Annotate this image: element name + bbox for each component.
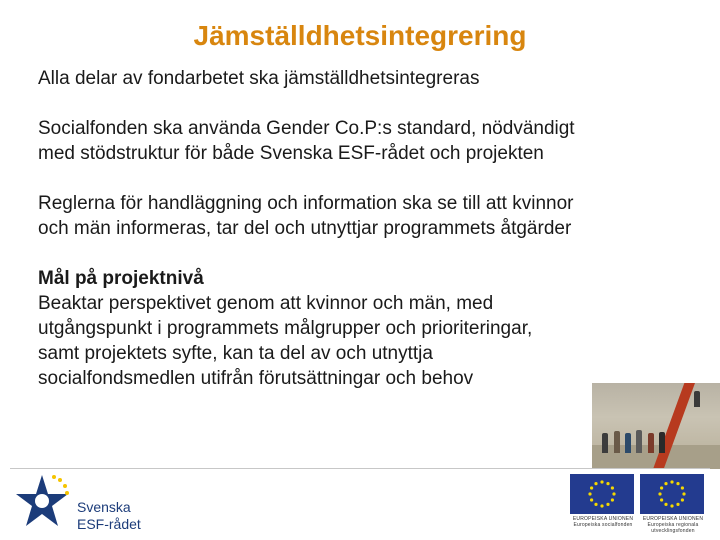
person-figure [648, 433, 654, 453]
paragraph-line: Alla delar av fondarbetet ska jämställdhetsintegreras [38, 68, 480, 89]
eu-caption [640, 516, 706, 534]
eu-flag-erdf [640, 474, 706, 534]
paragraph-2 [38, 116, 698, 166]
eu-caption-line2: Europeiska socialfonden [573, 522, 633, 528]
person-figure [614, 431, 620, 453]
paragraph-line: och män informeras, tar del och utnyttjar programmets åtgärder [38, 218, 572, 239]
person-figure [694, 391, 700, 407]
eu-flag-esf [570, 474, 636, 528]
paragraph-line: med stödstruktur för både Svenska ESF-rådet och projekten [38, 143, 544, 164]
eu-caption-line1: EUROPEISKA UNIONEN [642, 516, 704, 522]
paragraph-line: Reglerna för handläggning och information ska se till att kvinnor [38, 193, 574, 214]
eu-flag-icon [570, 474, 634, 514]
project-line: socialfondsmedlen utifrån förutsättningar och behov [38, 368, 474, 389]
person-figure [636, 430, 642, 453]
esf-star-icon [12, 472, 72, 534]
eu-caption [570, 516, 636, 528]
eu-caption-line1: EUROPEISKA UNIONEN [572, 516, 634, 522]
project-heading: Mål på projektnivå [38, 268, 204, 289]
slide-title: Jämställdhetsintegrering [193, 20, 527, 51]
paragraph-line: Socialfonden ska använda Gender Co.P:s standard, nödvändigt [38, 118, 575, 139]
project-section [38, 266, 698, 391]
paragraph-3 [38, 191, 698, 241]
eu-stars-icon [640, 474, 704, 514]
esf-logo [12, 472, 142, 534]
eu-flag-icon [640, 474, 704, 514]
person-figure [659, 432, 665, 453]
project-line: utgångspunkt i programmets målgrupper och prioriteringar, [38, 318, 533, 339]
eu-caption-line2: Europeiska regionala utvecklingsfonden [647, 522, 699, 534]
person-figure [602, 433, 608, 453]
people-ladder-photo [592, 383, 720, 469]
project-line: Beaktar perspektivet genom att kvinnor och män, med [38, 293, 494, 314]
esf-logo-text [77, 499, 141, 533]
project-line: samt projektets syfte, kan ta del av och utnyttja [38, 343, 433, 364]
slide-body [38, 66, 698, 416]
footer-divider [10, 468, 710, 469]
esf-logo-line1: Svenska [77, 499, 131, 515]
eu-stars-icon [570, 474, 634, 514]
esf-logo-line2: ESF-rådet [77, 516, 141, 532]
person-figure [625, 433, 631, 453]
paragraph-1 [38, 66, 698, 91]
